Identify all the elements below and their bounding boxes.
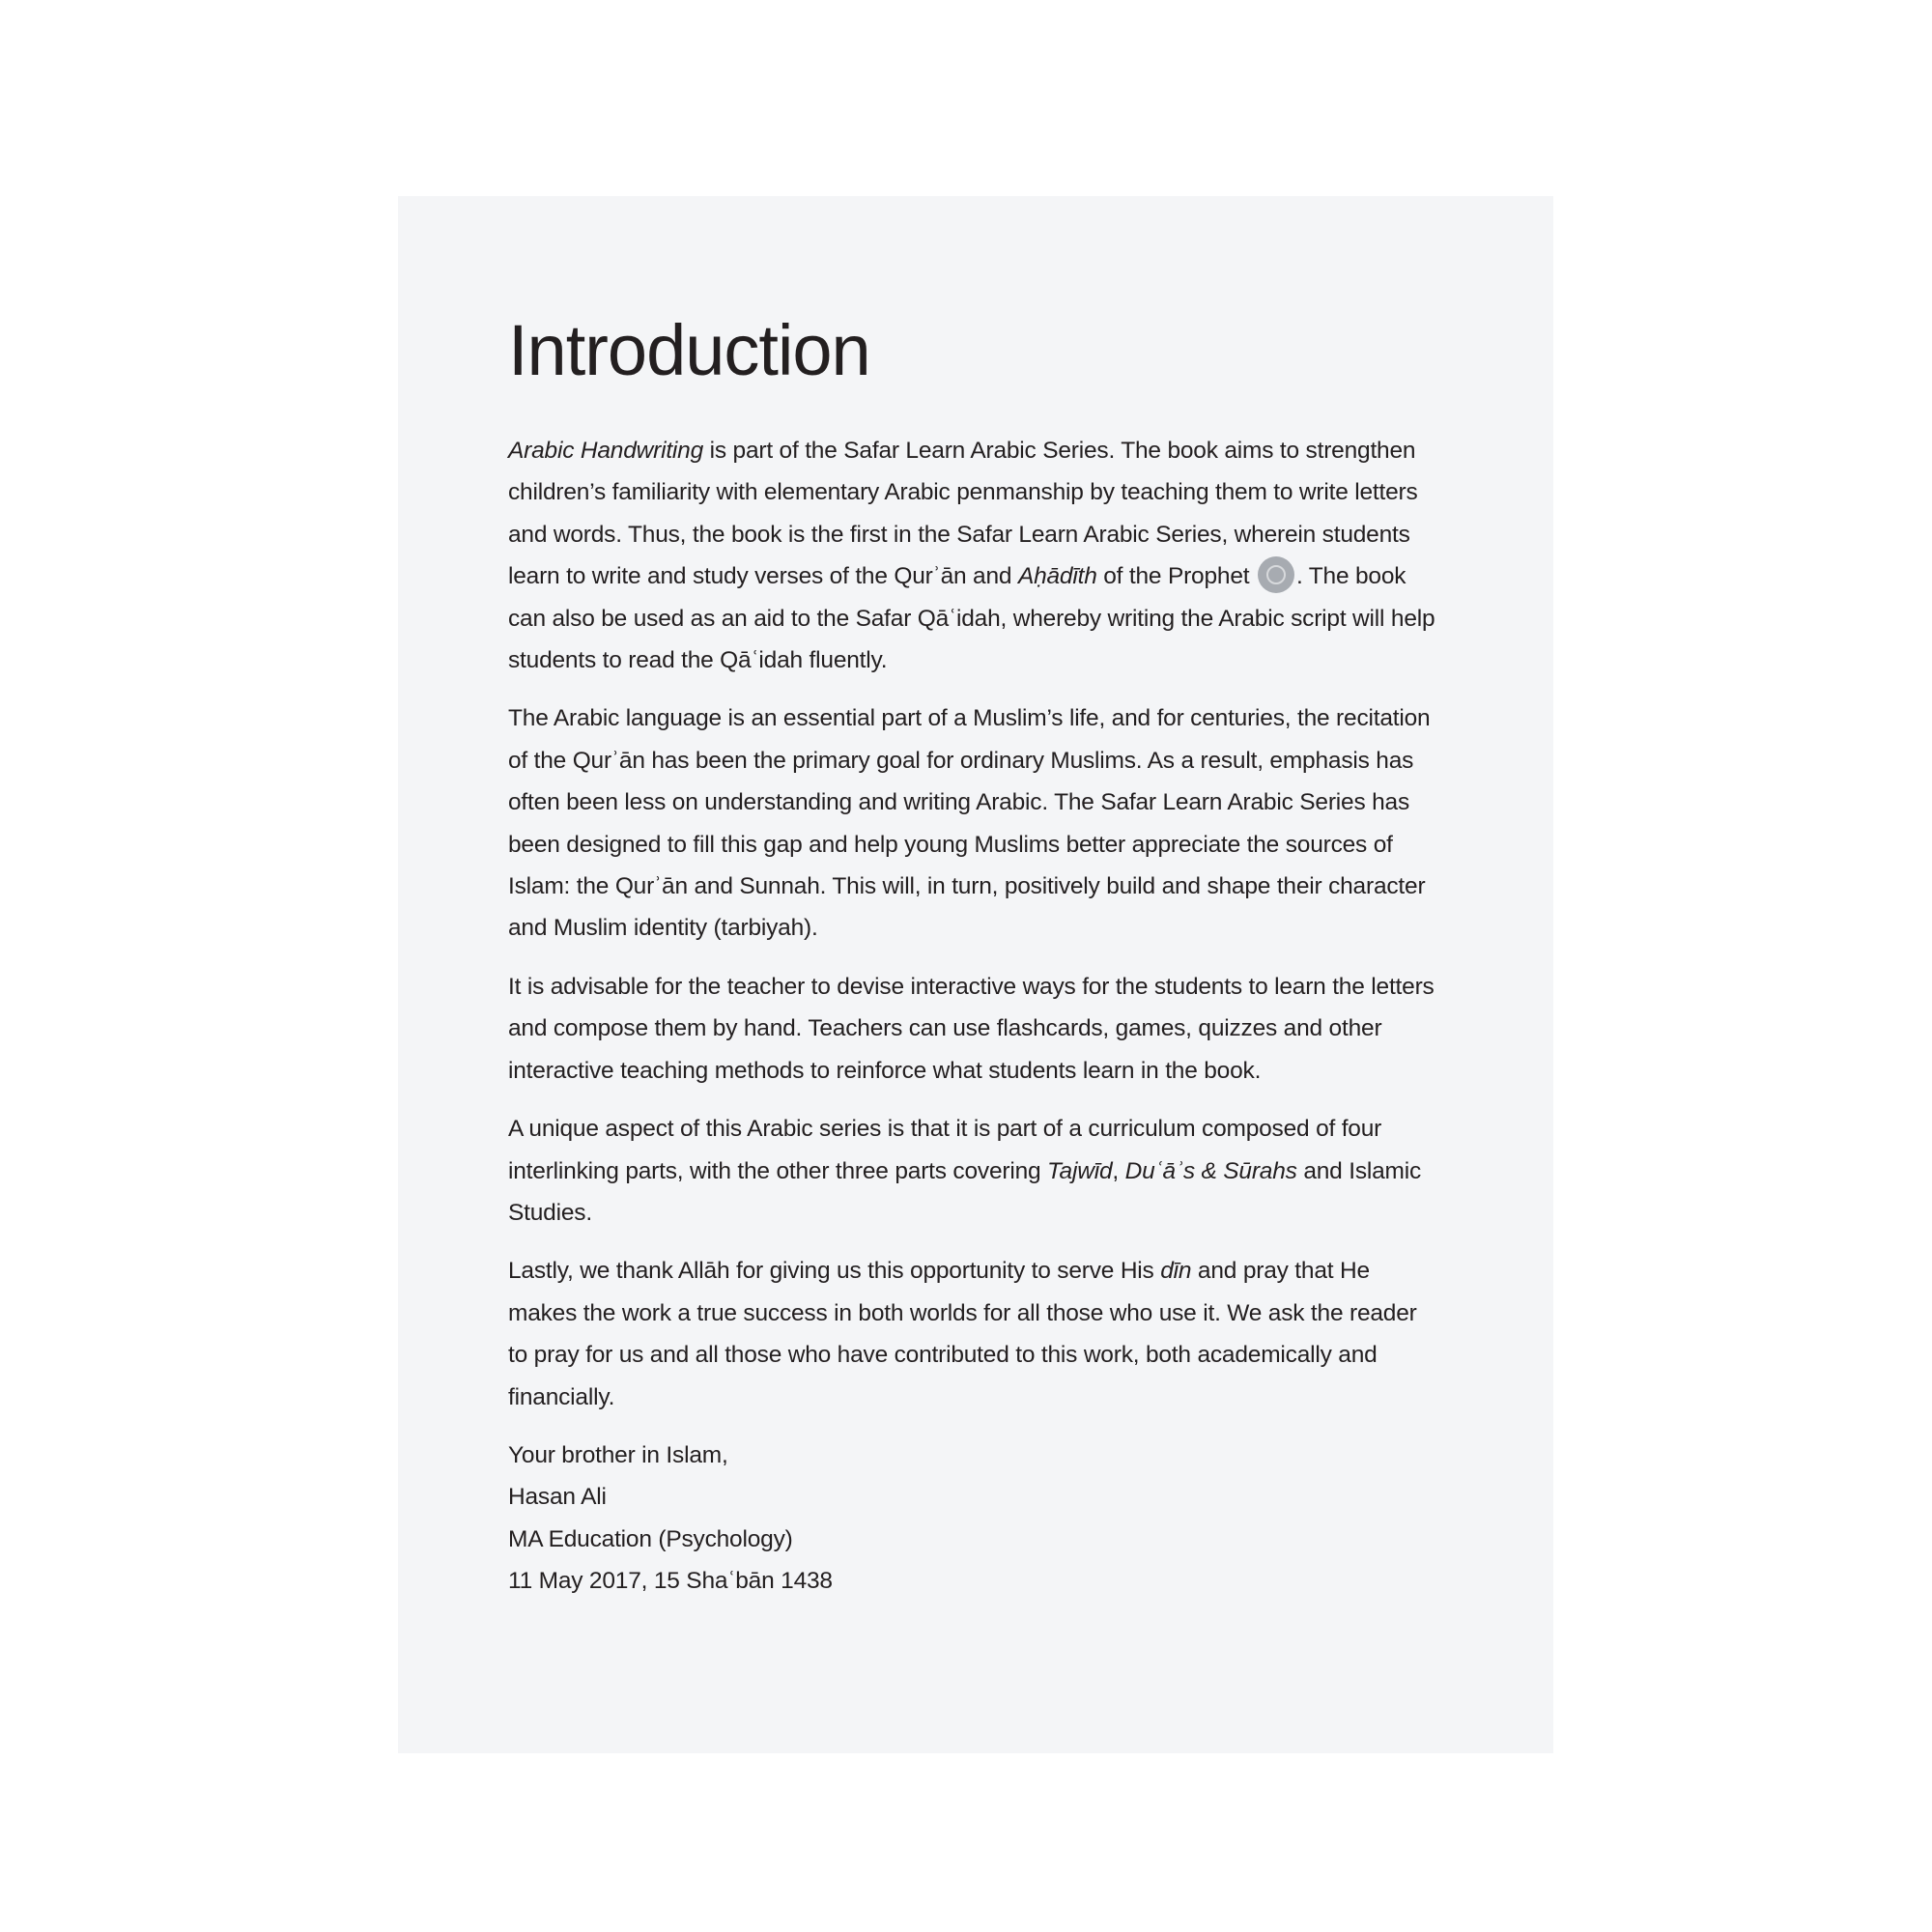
paragraph-4-text-c: and Islamic Studies.	[508, 1157, 1422, 1226]
din-italic: dīn	[1160, 1258, 1192, 1285]
paragraph-1-text-b: of the Prophet	[1096, 563, 1256, 590]
paragraph-5-text-b: and pray that He makes the work a true success in both worlds for all those who use it. We ask the reader to pray for us and all those who have contributed to this work, both academically and financially.	[508, 1258, 1417, 1410]
paragraph-4-text-a: A unique aspect of this Arabic series is that it is part of a curriculum composed of four interlinking parts, with the other three parts covering	[508, 1116, 1382, 1184]
paragraph-4	[508, 1108, 1435, 1234]
paragraph-2: The Arabic language is an essential part of a Muslim’s life, and for centuries, the recitation of the Qurʾān has been the primary goal for ordinary Muslims. As a result, emphasis has often been less on understanding and writing Arabic. The Safar Learn Arabic Series has been designed to fill this gap and help young Muslims better appreciate the sources of Islam: the Qurʾān and Sunnah. This will, in turn, positively build and shape their character and Muslim identity (tarbiyah).	[508, 705, 1431, 942]
page-content	[508, 293, 1435, 1603]
signature-block	[508, 1435, 1435, 1603]
signature-date: 11 May 2017, 15 Shaʿbān 1438	[508, 1568, 833, 1595]
book-title-italic: Arabic Handwriting	[508, 438, 704, 464]
signature-name: Hasan Ali	[508, 1484, 607, 1511]
paragraph-5-text-a: Lastly, we thank Allāh for giving us this opportunity to serve His	[508, 1258, 1161, 1285]
duas-surahs-italic: Duʿāʾs & Sūrahs	[1124, 1157, 1297, 1184]
salutation-seal-icon	[1258, 556, 1294, 593]
paragraph-1	[508, 430, 1435, 681]
tajwid-italic: Tajwīd	[1047, 1157, 1113, 1184]
document-page	[398, 196, 1553, 1753]
ahadith-italic: Aḥādīth	[1017, 563, 1097, 590]
paragraph-5	[508, 1250, 1435, 1418]
introduction-body	[508, 430, 1435, 1603]
paragraph-1-text-c: . The book can also be used as an aid to the Safar Qāʿidah, whereby writing the Arabic script will help students to read the Qāʿidah fluently.	[508, 563, 1435, 674]
paragraph-3: It is advisable for the teacher to devise interactive ways for the students to learn the letters and compose them by hand. Teachers can use flashcards, games, quizzes and other interactive teaching methods to reinforce what students learn in the book.	[508, 973, 1435, 1084]
paragraph-4-text-b: ,	[1112, 1157, 1125, 1184]
signature-credentials: MA Education (Psychology)	[508, 1525, 793, 1552]
paragraph-1-text-a: is part of the Safar Learn Arabic Series. The book aims to strengthen children’s familiarity with elementary Arabic penmanship by teaching them to write letters and words. Thus, the book is the first in the Safar Learn Arabic Series, wherein students learn to write and study verses of the Qurʾān and	[508, 438, 1418, 590]
signature-closing: Your brother in Islam,	[508, 1441, 728, 1468]
page-title: Introduction	[508, 310, 870, 390]
